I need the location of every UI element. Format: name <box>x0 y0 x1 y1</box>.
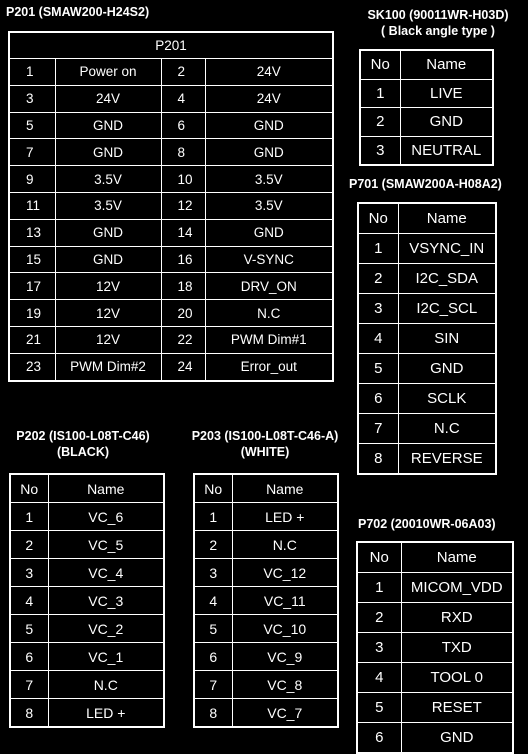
p201-pin-number: 7 <box>9 139 55 166</box>
p702-pin-name: GND <box>401 723 513 754</box>
p701-pin-name: I2C_SDA <box>398 264 496 294</box>
p203-pin-number: 1 <box>194 503 232 531</box>
p201-pin-number: 11 <box>9 192 55 219</box>
p701-row <box>358 384 496 414</box>
sk100-table <box>359 49 494 166</box>
p702-row <box>357 603 513 633</box>
p203-row <box>194 559 338 587</box>
p702-pin-number: 5 <box>357 693 401 723</box>
p203-header-no: No <box>194 474 232 503</box>
p203-pin-name: VC_12 <box>232 559 338 587</box>
p201-pin-number: 8 <box>161 139 205 166</box>
p201-row <box>9 112 333 139</box>
p702-row <box>357 723 513 754</box>
p203-row <box>194 531 338 559</box>
p702-pin-name: RXD <box>401 603 513 633</box>
p702-header-name: Name <box>401 542 513 573</box>
p201-pin-number: 23 <box>9 353 55 380</box>
p202-row <box>10 531 164 559</box>
sk100-header-no: No <box>360 50 400 79</box>
p203-pin-number: 7 <box>194 671 232 699</box>
p203-table <box>193 473 339 728</box>
p701-header-no: No <box>358 203 398 234</box>
p201-pin-name: GND <box>55 219 161 246</box>
p702-header-row <box>357 542 513 573</box>
p702-pin-name: TXD <box>401 633 513 663</box>
p203-row <box>194 503 338 531</box>
p701-pin-name: SIN <box>398 324 496 354</box>
p203-pin-number: 5 <box>194 615 232 643</box>
p702-header-no: No <box>357 542 401 573</box>
p701-table <box>357 202 497 475</box>
p201-pin-name: 24V <box>205 59 333 86</box>
p201-pin-number: 15 <box>9 246 55 273</box>
sk100-pin-name: LIVE <box>400 79 493 108</box>
p202-pin-number: 3 <box>10 559 48 587</box>
p202-table <box>9 473 165 728</box>
sk100-pin-number: 2 <box>360 108 400 137</box>
p202-header-row <box>10 474 164 503</box>
p203-row <box>194 643 338 671</box>
p201-pin-number: 21 <box>9 326 55 353</box>
p201-row <box>9 59 333 86</box>
p202-title: P202 (IS100-L08T-C46) <box>16 429 150 443</box>
p203-pin-name: VC_9 <box>232 643 338 671</box>
p201-pin-number: 4 <box>161 85 205 112</box>
p201-row <box>9 326 333 353</box>
p202-row <box>10 615 164 643</box>
sk100-title: SK100 (90011WR-H03D) <box>367 8 509 22</box>
p201-row <box>9 273 333 300</box>
p201-pin-number: 12 <box>161 192 205 219</box>
p203-pin-number: 8 <box>194 699 232 728</box>
p201-pin-name: 12V <box>55 300 161 327</box>
p203-row <box>194 587 338 615</box>
p201-pin-name: 24V <box>205 85 333 112</box>
p702-pin-name: RESET <box>401 693 513 723</box>
p201-pin-number: 6 <box>161 112 205 139</box>
p201-pin-number: 14 <box>161 219 205 246</box>
p202-pin-number: 1 <box>10 503 48 531</box>
p202-pin-number: 4 <box>10 587 48 615</box>
p702-pin-number: 1 <box>357 573 401 603</box>
p701-row <box>358 354 496 384</box>
p201-pin-name: Power on <box>55 59 161 86</box>
p701-row <box>358 414 496 444</box>
p202-pin-name: VC_5 <box>48 531 164 559</box>
p201-row <box>9 219 333 246</box>
p202-pin-number: 7 <box>10 671 48 699</box>
p203-row <box>194 671 338 699</box>
p701-pin-number: 2 <box>358 264 398 294</box>
p201-pin-number: 3 <box>9 85 55 112</box>
p202-pin-name: VC_6 <box>48 503 164 531</box>
p702-pin-number: 4 <box>357 663 401 693</box>
p201-body <box>9 59 333 381</box>
p203-pin-name: LED + <box>232 503 338 531</box>
p201-table <box>8 31 334 382</box>
p201-row <box>9 246 333 273</box>
p203-header-name: Name <box>232 474 338 503</box>
p702-row <box>357 693 513 723</box>
p201-pin-name: PWM Dim#2 <box>55 353 161 380</box>
p202-pin-name: VC_2 <box>48 615 164 643</box>
p702-table <box>356 541 514 754</box>
sk100-subtitle: ( Black angle type ) <box>381 24 495 38</box>
p202-row <box>10 503 164 531</box>
p201-pin-name: 3.5V <box>55 166 161 193</box>
p203-pin-number: 2 <box>194 531 232 559</box>
p702-pin-number: 3 <box>357 633 401 663</box>
p202-pin-name: LED + <box>48 699 164 728</box>
sk100-row <box>360 136 493 165</box>
p201-pin-name: GND <box>205 112 333 139</box>
p201-row <box>9 166 333 193</box>
p202-header-name: Name <box>48 474 164 503</box>
p701-pin-number: 6 <box>358 384 398 414</box>
p201-pin-name: PWM Dim#1 <box>205 326 333 353</box>
p201-title: P201 (SMAW200-H24S2) <box>6 5 150 19</box>
p201-pin-number: 13 <box>9 219 55 246</box>
p701-pin-name: REVERSE <box>398 444 496 475</box>
p201-row <box>9 300 333 327</box>
p202-row <box>10 699 164 728</box>
p201-pin-name: GND <box>205 219 333 246</box>
p201-pin-number: 16 <box>161 246 205 273</box>
p201-pin-number: 17 <box>9 273 55 300</box>
p201-pin-name: GND <box>55 246 161 273</box>
p201-pin-number: 20 <box>161 300 205 327</box>
p701-header-name: Name <box>398 203 496 234</box>
p201-pin-name: GND <box>55 112 161 139</box>
p702-pin-name: TOOL 0 <box>401 663 513 693</box>
p203-title: P203 (IS100-L08T-C46-A) <box>191 429 339 443</box>
p701-pin-name: VSYNC_IN <box>398 234 496 264</box>
p203-pin-name: VC_10 <box>232 615 338 643</box>
p201-pin-number: 2 <box>161 59 205 86</box>
p203-pin-name: VC_11 <box>232 587 338 615</box>
p701-pin-name: N.C <box>398 414 496 444</box>
sk100-row <box>360 79 493 108</box>
p201-pin-number: 24 <box>161 353 205 380</box>
p201-pin-name: GND <box>55 139 161 166</box>
sk100-row <box>360 108 493 137</box>
p203-row <box>194 615 338 643</box>
p203-pin-number: 6 <box>194 643 232 671</box>
p201-pin-name: Error_out <box>205 353 333 380</box>
sk100-pin-name: GND <box>400 108 493 137</box>
p202-pin-number: 2 <box>10 531 48 559</box>
p701-row <box>358 324 496 354</box>
p702-pin-name: MICOM_VDD <box>401 573 513 603</box>
p701-pin-number: 3 <box>358 294 398 324</box>
p702-body <box>357 573 513 754</box>
p701-pin-number: 5 <box>358 354 398 384</box>
p202-pin-name: VC_1 <box>48 643 164 671</box>
p201-caption-row <box>9 32 333 59</box>
p202-pin-number: 6 <box>10 643 48 671</box>
p202-row <box>10 671 164 699</box>
p201-pin-name: 24V <box>55 85 161 112</box>
p202-row <box>10 559 164 587</box>
p201-row <box>9 139 333 166</box>
sk100-pin-number: 1 <box>360 79 400 108</box>
p201-pin-name: 12V <box>55 273 161 300</box>
p202-header-no: No <box>10 474 48 503</box>
p201-row <box>9 85 333 112</box>
p702-pin-number: 6 <box>357 723 401 754</box>
p701-title: P701 (SMAW200A-H08A2) <box>349 177 502 191</box>
p201-pin-number: 19 <box>9 300 55 327</box>
p203-pin-number: 3 <box>194 559 232 587</box>
p701-pin-number: 7 <box>358 414 398 444</box>
p701-row <box>358 444 496 475</box>
p201-pin-number: 9 <box>9 166 55 193</box>
p702-row <box>357 573 513 603</box>
p202-row <box>10 587 164 615</box>
p203-subtitle: (WHITE) <box>240 445 290 459</box>
p203-pin-number: 4 <box>194 587 232 615</box>
p201-pin-name: 3.5V <box>55 192 161 219</box>
p201-pin-name: N.C <box>205 300 333 327</box>
p701-pin-name: I2C_SCL <box>398 294 496 324</box>
p201-pin-number: 10 <box>161 166 205 193</box>
p203-body <box>194 503 338 728</box>
p702-title: P702 (20010WR-06A03) <box>358 517 496 531</box>
p201-pin-number: 18 <box>161 273 205 300</box>
p702-pin-number: 2 <box>357 603 401 633</box>
sk100-header-name: Name <box>400 50 493 79</box>
sk100-pin-name: NEUTRAL <box>400 136 493 165</box>
p202-subtitle: (BLACK) <box>56 445 110 459</box>
p203-row <box>194 699 338 728</box>
p201-pin-name: 3.5V <box>205 192 333 219</box>
p201-pin-name: 12V <box>55 326 161 353</box>
p701-pin-name: SCLK <box>398 384 496 414</box>
p201-pin-name: 3.5V <box>205 166 333 193</box>
p701-row <box>358 234 496 264</box>
p201-pin-name: GND <box>205 139 333 166</box>
p701-body <box>358 234 496 475</box>
p201-pin-name: V-SYNC <box>205 246 333 273</box>
p702-row <box>357 663 513 693</box>
p202-pin-name: VC_4 <box>48 559 164 587</box>
p701-row <box>358 264 496 294</box>
p701-pin-number: 8 <box>358 444 398 475</box>
p202-row <box>10 643 164 671</box>
p203-pin-name: N.C <box>232 531 338 559</box>
p201-row <box>9 192 333 219</box>
p701-pin-number: 4 <box>358 324 398 354</box>
p202-pin-name: VC_3 <box>48 587 164 615</box>
sk100-pin-number: 3 <box>360 136 400 165</box>
p203-pin-name: VC_8 <box>232 671 338 699</box>
p701-pin-name: GND <box>398 354 496 384</box>
p202-body <box>10 503 164 728</box>
p701-row <box>358 294 496 324</box>
p701-header-row <box>358 203 496 234</box>
p201-row <box>9 353 333 380</box>
p201-pin-number: 22 <box>161 326 205 353</box>
p201-pin-number: 1 <box>9 59 55 86</box>
p202-pin-number: 8 <box>10 699 48 728</box>
p202-pin-name: N.C <box>48 671 164 699</box>
p201-pin-name: DRV_ON <box>205 273 333 300</box>
p201-caption: P201 <box>9 32 333 59</box>
p201-pin-number: 5 <box>9 112 55 139</box>
p202-pin-number: 5 <box>10 615 48 643</box>
sk100-header-row <box>360 50 493 79</box>
p702-row <box>357 633 513 663</box>
p701-pin-number: 1 <box>358 234 398 264</box>
p203-header-row <box>194 474 338 503</box>
sk100-body <box>360 79 493 165</box>
p203-pin-name: VC_7 <box>232 699 338 728</box>
